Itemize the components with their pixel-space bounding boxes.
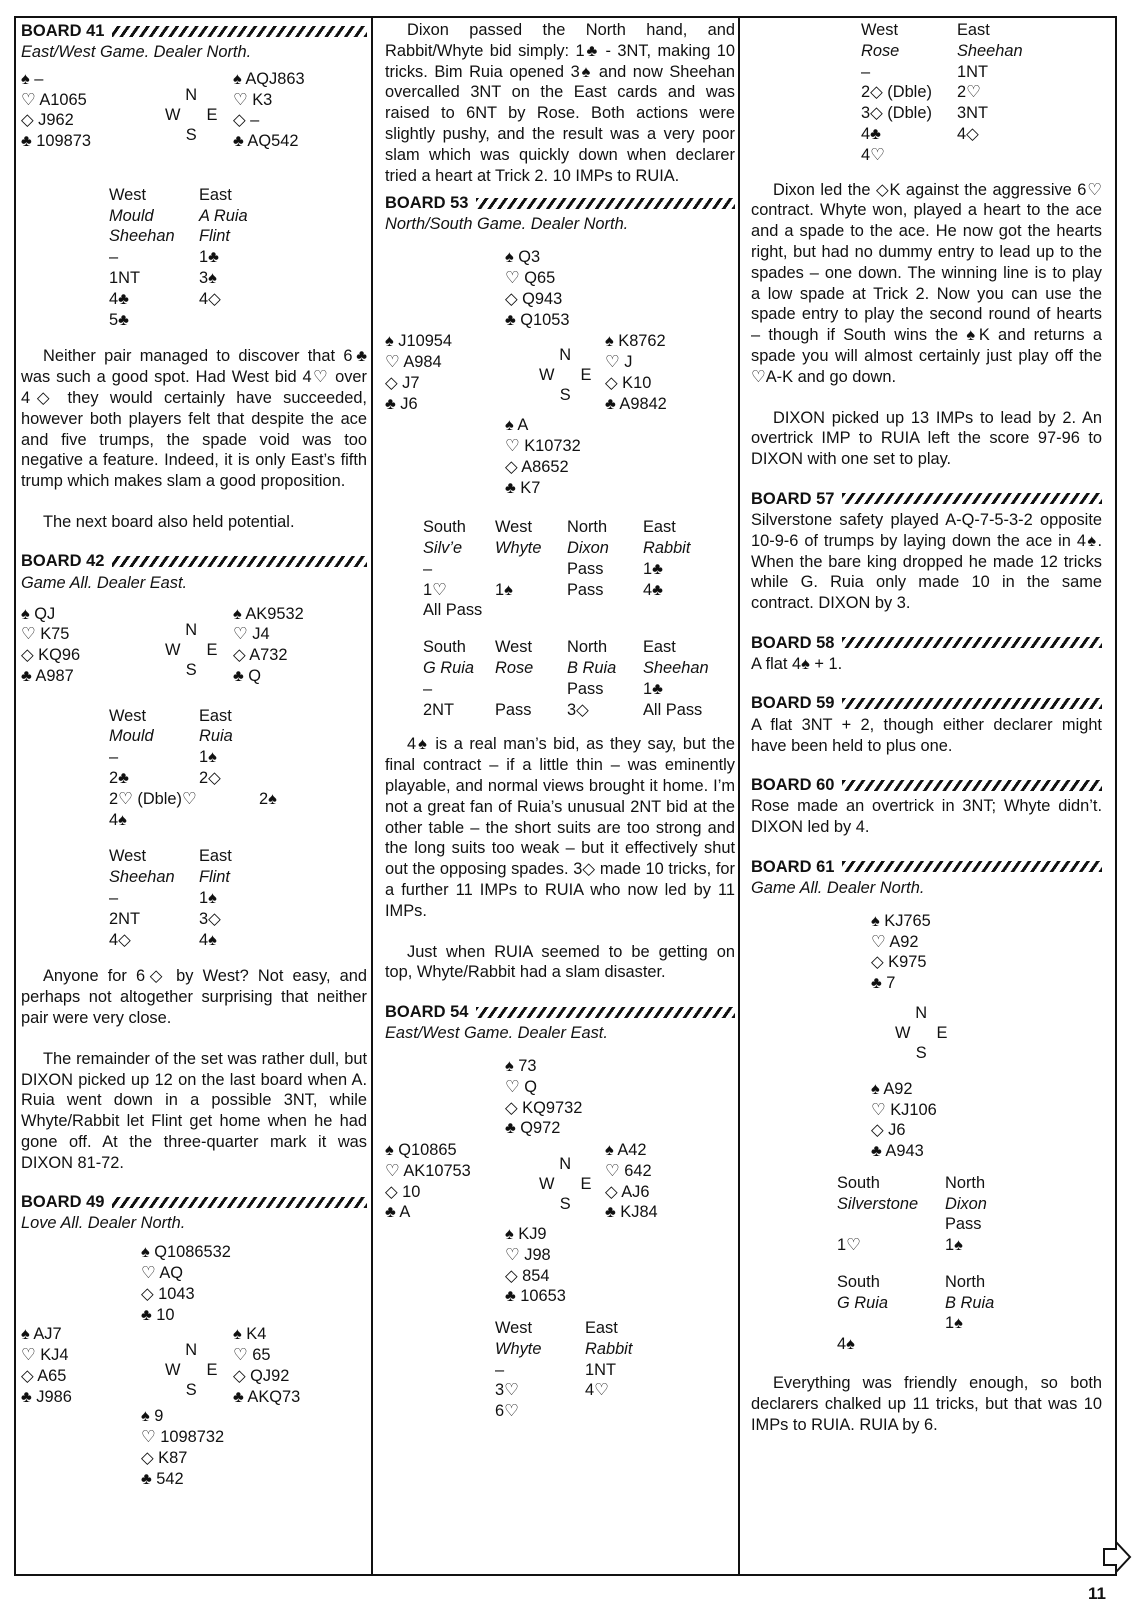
east-hand: ♠ A42 ♡ 642 ◇ AJ6 ♣ KJ84 <box>605 1140 658 1222</box>
south-hand: ♠ 9 ♡ 1098732 ◇ K87 ♣ 542 <box>141 1407 225 1488</box>
board-41-bidding: West East Mould A Ruia Sheehan Flint – 1♣ 1NT 3♠ 4♣ 4◇ 5♣ <box>109 185 248 329</box>
west-hand: ♠ AJ7 ♡ KJ4 ◇ A65 ♣ J986 <box>21 1325 72 1406</box>
south-hand: ♠ A ♡ K10732 ◇ A8652 ♣ K7 <box>505 416 581 497</box>
board-54-conditions: East/West Game. Dealer East. <box>385 1024 608 1043</box>
column-3 <box>751 20 1102 1435</box>
west-hand: ♠ QJ ♡ K75 ◇ KQ96 ♣ A987 <box>21 604 81 685</box>
compass: N WE S <box>895 1003 974 1062</box>
board-53-bidding-2: South West North East G Ruia Rose B Ruia Sheehan – Pass 1♣ 2NT Pass 3◇ All Pass <box>423 638 709 719</box>
paragraph: 4♠ is a real man’s bid, as they say, but the final contract – if a little thin – was eminently playable, and normal views brought it home. I’m not a great fan of Ruia’s unusual 2NT bid at the other table – the short suits are too strong and the long suits too weak – but it effectively shut out the opposing spades. 3◇ made 10 tricks, for a further 11 IMPs to RUIA who now led by 11 IMPs. <box>385 735 735 920</box>
north-hand: ♠ 73 ♡ Q ◇ KQ9732 ♣ Q972 <box>505 1056 583 1138</box>
board-54-bidding: West East Whyte Rabbit – 1NT 3♡ 4♡ 6♡ <box>495 1318 633 1421</box>
hatch-rule <box>842 493 1102 504</box>
board-42-conditions: Game All. Dealer East. <box>21 573 188 592</box>
paragraph: A flat 3NT + 2, though either declarer might have been held to plus one. <box>751 715 1102 755</box>
hatch-rule <box>842 780 1102 791</box>
board-58-heading: BOARD 58 <box>751 632 1102 654</box>
board-42-heading: BOARD 42 <box>21 551 367 573</box>
hatch-rule <box>112 556 367 567</box>
west-hand: ♠ – ♡ A1065 ◇ J962 ♣ 109873 <box>21 69 92 151</box>
paragraph: Dixon passed the North hand, and Rabbit/Whyte bid simply: 1♣ - 3NT, making 10 tricks. Bim Ruia opened 3♠ and now Sheehan overcalled 3NT on the East cards and was raised to 6NT by Rose. Both actions were slightly pushy, and the result was a very poor slam which was quickly down when declarer tried a heart at Trick 2. 10 IMPs to RUIA. <box>385 21 735 185</box>
paragraph: A flat 4♠ + 1. <box>751 654 843 673</box>
south-hand: ♠ KJ9 ♡ J98 ◇ 854 ♣ 10653 <box>505 1224 566 1306</box>
board-53-conditions: North/South Game. Dealer North. <box>385 215 629 234</box>
hatch-rule <box>842 861 1102 872</box>
continue-arrow-icon <box>1102 1540 1132 1574</box>
compass: N WE S <box>165 85 244 144</box>
board-41-diagram <box>21 63 367 167</box>
hatch-rule <box>476 198 735 209</box>
page-number: 11 <box>1088 1584 1106 1603</box>
board-42-diagram <box>21 594 367 698</box>
paragraph: DIXON picked up 13 IMPs to lead by 2. An overtrick IMP to RUIA left the score 97-96 to DIXON with one set to play. <box>751 408 1102 469</box>
paragraph: Rose made an overtrick in 3NT; Whyte didn’t. DIXON led by 4. <box>751 797 1102 837</box>
board-59-heading: BOARD 59 <box>751 693 1102 715</box>
paragraph: The next board also held potential. <box>43 512 295 531</box>
paragraph: Everything was friendly enough, so both declarers chalked up 11 tricks, but that was 10 IMPs to RUIA. RUIA by 6. <box>751 1374 1102 1434</box>
board-41-heading: BOARD 41 <box>21 20 367 42</box>
board-49-conditions: Love All. Dealer North. <box>21 1214 186 1233</box>
compass: N WE S <box>539 1154 618 1213</box>
board-61-bidding-2: South North G Ruia B Ruia 1♠ 4♠ <box>837 1272 995 1354</box>
north-hand: ♠ Q1086532 ♡ AQ ◇ 1043 ♣ 10 <box>141 1243 231 1324</box>
column-1 <box>21 20 367 1488</box>
board-42-bidding-2: West East Sheehan Flint – 1♠ 2NT 3◇ 4◇ 4♠ <box>109 847 232 949</box>
column-divider-2 <box>738 18 740 1574</box>
hatch-rule <box>842 637 1102 648</box>
board-53-bidding-1: South West North East Silv’e Whyte Dixon Rabbit – Pass 1♣ 1♡ 1♠ Pass 4♣ All Pass <box>423 518 691 620</box>
board-57-heading: BOARD 57 <box>751 488 1102 510</box>
board-42-bidding-1: West East Mould Ruia – 1♠ 2♣ 2◇ 2♡ (Dble)♡ 2♠ 4♠ <box>109 706 277 829</box>
hatch-rule <box>112 1197 367 1208</box>
board-61-bidding-1: South North Silverstone Dixon Pass 1♡ 1♠ <box>837 1173 987 1255</box>
north-hand: ♠ Q3 ♡ Q65 ◇ Q943 ♣ Q1053 <box>505 248 570 329</box>
east-hand: ♠ AK9532 ♡ J4 ◇ A732 ♣ Q <box>233 604 304 685</box>
board-49-heading: BOARD 49 <box>21 1191 367 1213</box>
board-54-diagram <box>385 1044 735 1314</box>
board-61-diagram <box>751 899 1102 1169</box>
board-41-conditions: East/West Game. Dealer North. <box>21 43 252 61</box>
east-hand: ♠ K4 ♡ 65 ◇ QJ92 ♣ AKQ73 <box>233 1325 301 1406</box>
west-hand: ♠ J10954 ♡ A984 ◇ J7 ♣ J6 <box>385 332 453 413</box>
paragraph: Dixon led the ◇K against the aggressive 6♡ contract. Whyte won, played a heart to the ace and a spade to the ace. He now got the hearts right, but had no dummy entry to lead up to the spades – one down. The winning line is to play a low spade at Trick 2. Now you can use the spade entry to play the second round of hearts – though if South wins the ♠K and returns a spade you will almost certainly just play off the ♡A-K and go down. <box>751 180 1102 386</box>
column-divider-1 <box>371 18 373 1574</box>
hatch-rule <box>476 1007 735 1018</box>
compass: N WE S <box>165 620 244 679</box>
paragraph: Neither pair managed to discover that 6♣ was such a good spot. Had West bid 4♡ over 4◇ they would certainly have succeeded, however both players felt that despite the ace and five trumps, the spade void was too negative a feature. Indeed, it is only East’s fifth trump which makes slam a good proposition. <box>21 347 367 491</box>
west-hand: ♠ Q10865 ♡ AK10753 ◇ 10 ♣ A <box>385 1140 471 1222</box>
board-60-heading: BOARD 60 <box>751 774 1102 796</box>
hatch-rule <box>842 698 1102 709</box>
board-54-bidding-2: West East Rose Sheehan – 1NT 2◇ (Dble) 2♡ 3◇ (Dble) 3NT 4♣ 4◇ 4♡ <box>861 21 1023 164</box>
north-hand: ♠ KJ765 ♡ A92 ◇ K975 ♣ 7 <box>871 911 931 993</box>
board-49-diagram <box>21 1234 367 1488</box>
board-53-heading: BOARD 53 <box>385 192 735 214</box>
board-54-heading: BOARD 54 <box>385 1001 735 1023</box>
paragraph: Just when RUIA seemed to be getting on top, Whyte/Rabbit had a slam disaster. <box>385 942 735 982</box>
paragraph: The remainder of the set was rather dull, but DIXON picked up 12 on the last board when A. Ruia went down in a possible 3NT, while Whyte/Rabbit let Flint get home when he had gone off. At the three-quarter mark it was DIXON 81-72. <box>21 1049 367 1172</box>
south-hand: ♠ A92 ♡ KJ106 ◇ J6 ♣ A943 <box>871 1079 937 1161</box>
hatch-rule <box>112 26 367 37</box>
paragraph: Anyone for 6◇ by West? Not easy, and perhaps not altogether surprising that neither pair were very close. <box>21 967 367 1027</box>
east-hand: ♠ AQJ863 ♡ K3 ◇ – ♣ AQ542 <box>233 69 305 151</box>
compass: N WE S <box>165 1341 244 1400</box>
paragraph: Silverstone safety played A-Q-7-5-3-2 opposite 10-9-6 of trumps by laying down the ace in 4♠. When the bare king dropped he made 12 tricks while G. Ruia only made 10 in the same contract. DIXON by 3. <box>751 510 1102 613</box>
compass: N WE S <box>539 346 618 405</box>
east-hand: ♠ K8762 ♡ J ◇ K10 ♣ A9842 <box>605 332 667 413</box>
board-53-diagram <box>385 235 735 505</box>
board-61-heading: BOARD 61 <box>751 856 1102 878</box>
column-2 <box>385 20 735 1422</box>
board-61-conditions: Game All. Dealer North. <box>751 878 925 897</box>
